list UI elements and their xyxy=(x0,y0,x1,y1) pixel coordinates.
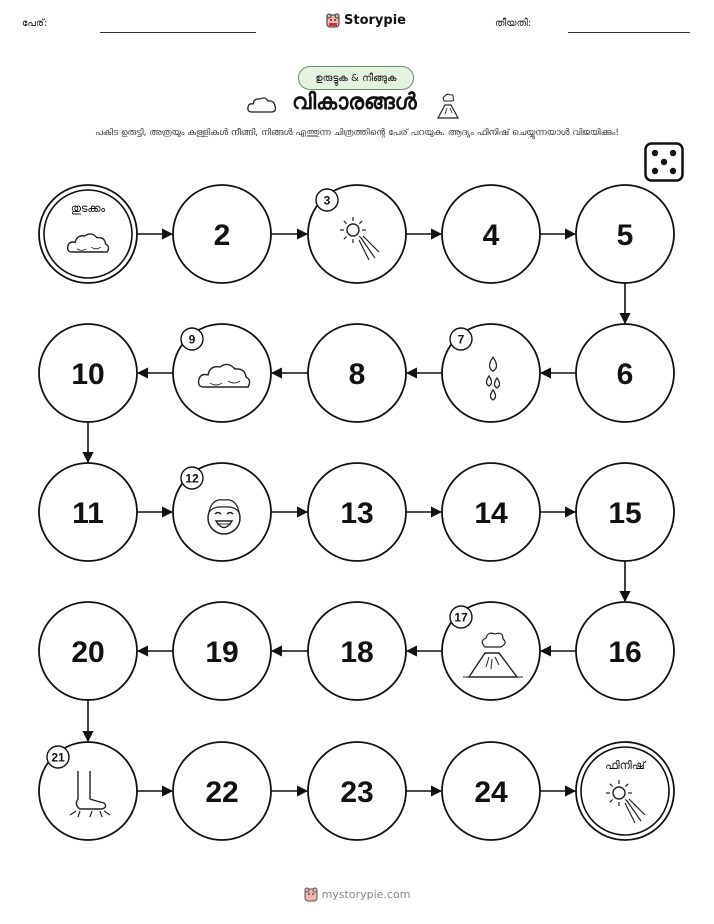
cell-number: 17 xyxy=(454,610,468,625)
cell-number: 6 xyxy=(616,358,634,391)
board-cell-1[interactable] xyxy=(39,185,137,283)
board-cell-19[interactable] xyxy=(173,602,271,700)
cell-number: 11 xyxy=(72,497,104,530)
cell-number: 14 xyxy=(474,497,508,530)
cell-number: 21 xyxy=(51,750,65,765)
board-cell-13[interactable] xyxy=(308,463,406,561)
board-cell-8[interactable] xyxy=(308,324,406,422)
cell-number: 19 xyxy=(205,636,239,669)
footer xyxy=(0,886,714,902)
board-cell-14[interactable] xyxy=(442,463,540,561)
instructions: പകിട ഉരുട്ടി, അത്രയും കള്ളികൾ നീങ്ങി, നിങ്ങൾ എത്തുന്ന ചിത്രത്തിന്റെ പേര് പറയുക. ആദ്യം ഫിനിഷ് ചെയ്യുന്നയാൾ വിജയിക്കും! xyxy=(95,128,619,138)
cell-number: 10 xyxy=(71,358,105,391)
board-cell-3[interactable] xyxy=(308,185,406,283)
board-cell-4[interactable] xyxy=(442,185,540,283)
page-title: വികാരങ്ങൾ xyxy=(292,90,417,115)
board-cell-25[interactable] xyxy=(576,742,674,840)
cell-number: 13 xyxy=(340,497,374,530)
board-cell-24[interactable] xyxy=(442,742,540,840)
brand-name: Storypie xyxy=(344,12,406,28)
laughing-face-icon xyxy=(208,500,240,534)
cell-number: 16 xyxy=(608,636,642,669)
board-cell-7[interactable] xyxy=(442,324,540,422)
footer-url[interactable]: mystorypie.com xyxy=(321,887,411,901)
board-cell-22[interactable] xyxy=(173,742,271,840)
start-label: തുടക്കം xyxy=(70,202,106,215)
board-cell-15[interactable] xyxy=(576,463,674,561)
cell-number: 5 xyxy=(616,219,634,252)
finish-label: ഫിനിഷ് xyxy=(605,759,645,772)
board-cell-9[interactable] xyxy=(173,324,271,422)
cell-number: 4 xyxy=(482,219,500,252)
cell-number: 9 xyxy=(188,332,196,347)
cell-number: 20 xyxy=(71,636,105,669)
cell-number: 23 xyxy=(340,776,374,809)
board-cell-20[interactable] xyxy=(39,602,137,700)
board-cell-5[interactable] xyxy=(576,185,674,283)
cell-number: 12 xyxy=(185,471,199,486)
board-cell-16[interactable] xyxy=(576,602,674,700)
cell-number: 2 xyxy=(213,219,231,252)
board-cell-2[interactable] xyxy=(173,185,271,283)
cell-number: 18 xyxy=(340,636,374,669)
cell-number: 3 xyxy=(323,193,331,208)
cell-number: 7 xyxy=(457,332,465,347)
cell-number: 8 xyxy=(348,358,366,391)
board-cell-18[interactable] xyxy=(308,602,406,700)
roll-and-move-badge: ഉരുട്ടുക & നീങ്ങുക xyxy=(298,66,414,90)
cell-number: 22 xyxy=(205,776,239,809)
cell-number: 24 xyxy=(474,776,508,809)
board-cell-10[interactable] xyxy=(39,324,137,422)
name-label: പേര്: xyxy=(22,18,48,29)
board-cell-12[interactable] xyxy=(173,463,271,561)
board-cell-21[interactable] xyxy=(39,742,137,840)
cell-number: 15 xyxy=(608,497,642,530)
board-cell-23[interactable] xyxy=(308,742,406,840)
date-label: തീയതി: xyxy=(495,18,532,29)
board-cell-6[interactable] xyxy=(576,324,674,422)
storypie-logo-icon xyxy=(304,886,318,902)
board-cell-17[interactable] xyxy=(442,602,540,700)
board-cell-11[interactable] xyxy=(39,463,137,561)
